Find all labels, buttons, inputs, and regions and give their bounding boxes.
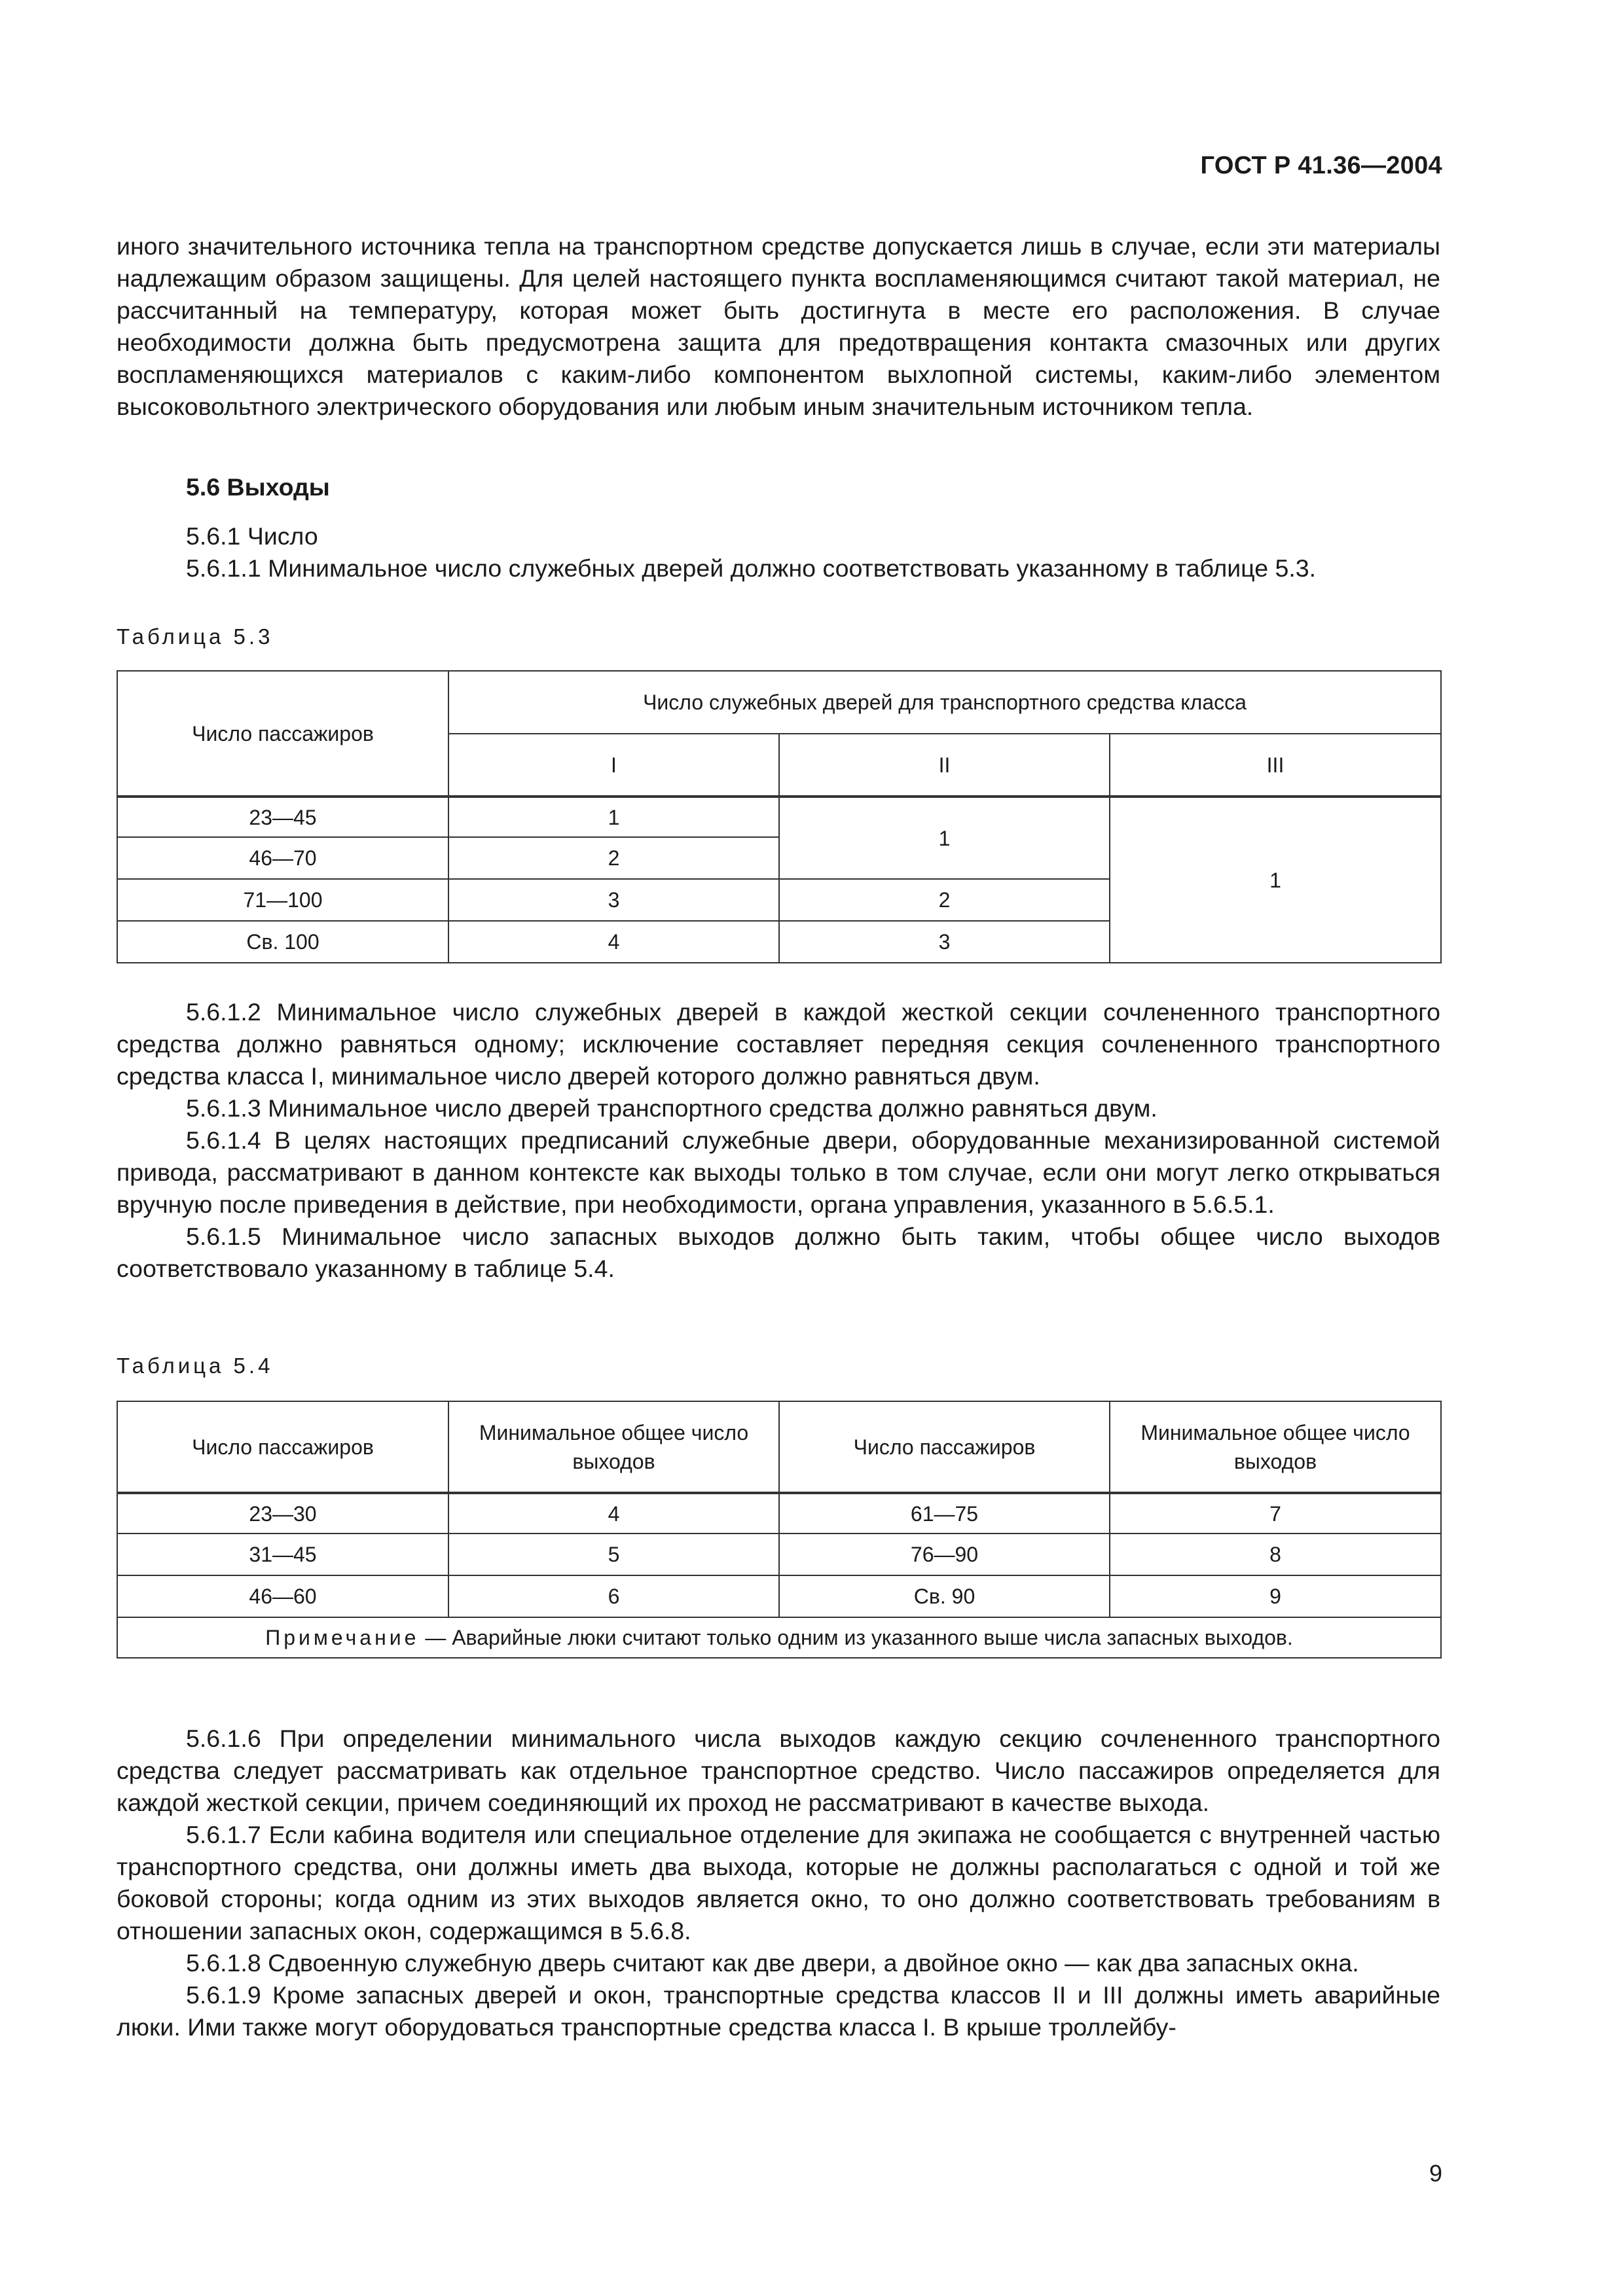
table-5-3-header-class-i: I xyxy=(448,734,779,797)
clause-5-6-1-7: 5.6.1.7 Если кабина водителя или специальное отделение для экипажа не сообщается с внутренней частью транспортного средства, они должны иметь два выхода, которые не должны располагаться с одной и той же боковой стороны; когда одним из этих выходов является окно, то оно должно соответствовать требованиям в отношении запасных окон, содержащимся в 5.6.8. xyxy=(117,1821,1440,1945)
table-5-4-block xyxy=(117,1350,1440,1382)
table-5-3-header-doors: Число служебных дверей для транспортного средства класса xyxy=(448,671,1441,734)
clause-5-6-1-4: 5.6.1.4 В целях настоящих предписаний служебные двери, оборудованные механизированной системой привода, рассматривают в данном контексте как выходы только в том случае, если они могут легко открываться вручную после приведения в действие, при необходимости, органа управления, указанного в 5.6.5.1. xyxy=(117,1126,1440,1218)
clause-5-6-1-5: 5.6.1.5 Минимальное число запасных выходов должно быть таким, чтобы общее число выходов соответствовало указанному в таблице 5.4. xyxy=(117,1223,1440,1282)
table-5-4-note xyxy=(117,1617,1441,1658)
table-cell: 7 xyxy=(1110,1493,1441,1534)
table-cell: 1 xyxy=(448,797,779,837)
table-5-4-caption: Таблица 5.4 xyxy=(117,1354,274,1378)
table-cell: 46—70 xyxy=(117,837,448,879)
table-cell: 8 xyxy=(1110,1534,1441,1575)
table-cell: Св. 100 xyxy=(117,921,448,963)
clause-5-6-1-8: 5.6.1.8 Сдвоенную служебную дверь считают как две двери, а двойное окно — как два запасных окна. xyxy=(186,1949,1359,1977)
table-row xyxy=(117,671,1441,734)
table-cell: 2 xyxy=(779,879,1110,921)
clauses-5-6-1-6-to-9-block xyxy=(117,1723,1440,2043)
table-5-3 xyxy=(117,670,1442,963)
table-5-4 xyxy=(117,1401,1442,1659)
table-cell: 3 xyxy=(448,879,779,921)
table-5-4-note-label: Примечание xyxy=(265,1626,420,1649)
document-code-header: ГОСТ Р 41.36—2004 xyxy=(1200,152,1442,179)
table-cell: 1 xyxy=(1110,797,1441,963)
table-cell: 3 xyxy=(779,921,1110,963)
table-5-3-wrapper xyxy=(117,670,1440,963)
table-cell: 23—30 xyxy=(117,1493,448,1534)
table-5-4-header-exits-a: Минимальное общее число выходов xyxy=(448,1401,779,1493)
table-cell: 31—45 xyxy=(117,1534,448,1575)
clause-5-6-1: 5.6.1 Число xyxy=(186,522,318,550)
section-5-6-block xyxy=(117,471,1440,584)
table-cell: 46—60 xyxy=(117,1575,448,1617)
clause-5-6-1-1: 5.6.1.1 Минимальное число служебных дверей должно соответствовать указанному в таблице 5.3. xyxy=(186,554,1317,582)
clauses-5-6-1-2-to-5-block xyxy=(117,996,1440,1285)
table-5-3-header-class-iii: III xyxy=(1110,734,1441,797)
table-cell: 6 xyxy=(448,1575,779,1617)
table-row xyxy=(117,1575,1441,1617)
page-number: 9 xyxy=(1429,2160,1442,2187)
table-cell: 5 xyxy=(448,1534,779,1575)
table-cell: 2 xyxy=(448,837,779,879)
table-5-4-note-text: — Аварийные люки считают только одним из указанного выше числа запасных выходов. xyxy=(419,1626,1293,1649)
table-5-3-header-class-ii: II xyxy=(779,734,1110,797)
table-5-4-wrapper xyxy=(117,1401,1440,1659)
intro-block xyxy=(117,230,1440,423)
table-cell: 23—45 xyxy=(117,797,448,837)
section-title: 5.6 Выходы xyxy=(186,473,330,501)
table-5-4-header-exits-b: Минимальное общее число выходов xyxy=(1110,1401,1441,1493)
table-5-4-header-passengers-a: Число пассажиров xyxy=(117,1401,448,1493)
table-cell: 9 xyxy=(1110,1575,1441,1617)
table-row xyxy=(117,1534,1441,1575)
table-cell: Св. 90 xyxy=(779,1575,1110,1617)
table-5-4-header-passengers-b: Число пассажиров xyxy=(779,1401,1110,1493)
table-cell: 1 xyxy=(779,797,1110,879)
table-row xyxy=(117,1493,1441,1534)
table-cell: 4 xyxy=(448,1493,779,1534)
intro-paragraph: иного значительного источника тепла на транспортном средстве допускается лишь в случае, если эти материалы надлежащим образом защищены. Для целей настоящего пункта воспламеняющимся считают такой материал, не рассчитанный на температуру, которая может быть достигнута в месте его расположения. В случае необходимости должна быть предусмотрена защита для предотвращения контакта смазочных или других воспламеняющихся материалов с каким-либо компонентом выхлопной системы, каким-либо элементом высоковольтного электрического оборудования или любым иным значительным источником тепла. xyxy=(117,232,1440,420)
table-5-3-header-passengers: Число пассажиров xyxy=(117,671,448,797)
table-row xyxy=(117,1401,1441,1493)
clause-5-6-1-6: 5.6.1.6 При определении минимального числа выходов каждую секцию сочлененного транспортного средства следует рассматривать как отдельное транспортное средство. Число пассажиров определяется для каждой жесткой секции, причем соединяющий их проход не рассматривают в качестве выхода. xyxy=(117,1725,1440,1816)
table-cell: 71—100 xyxy=(117,879,448,921)
table-cell: 61—75 xyxy=(779,1493,1110,1534)
clause-5-6-1-2: 5.6.1.2 Минимальное число служебных дверей в каждой жесткой секции сочлененного транспортного средства должно равняться одному; исключение составляет передняя секция сочлененного транспортного средства класса I, минимальное число дверей которого должно равняться двум. xyxy=(117,998,1440,1090)
table-5-3-caption: Таблица 5.3 xyxy=(117,624,274,649)
table-cell: 76—90 xyxy=(779,1534,1110,1575)
clause-5-6-1-9: 5.6.1.9 Кроме запасных дверей и окон, транспортные средства классов II и III должны иметь аварийные люки. Ими также могут оборудоваться транспортные средства класса I. В крыше троллейбу- xyxy=(117,1981,1440,2041)
table-row xyxy=(117,1617,1441,1658)
clause-5-6-1-3: 5.6.1.3 Минимальное число дверей транспортного средства должно равняться двум. xyxy=(186,1094,1158,1122)
table-5-3-block xyxy=(117,620,1440,653)
table-row xyxy=(117,797,1441,837)
table-cell: 4 xyxy=(448,921,779,963)
